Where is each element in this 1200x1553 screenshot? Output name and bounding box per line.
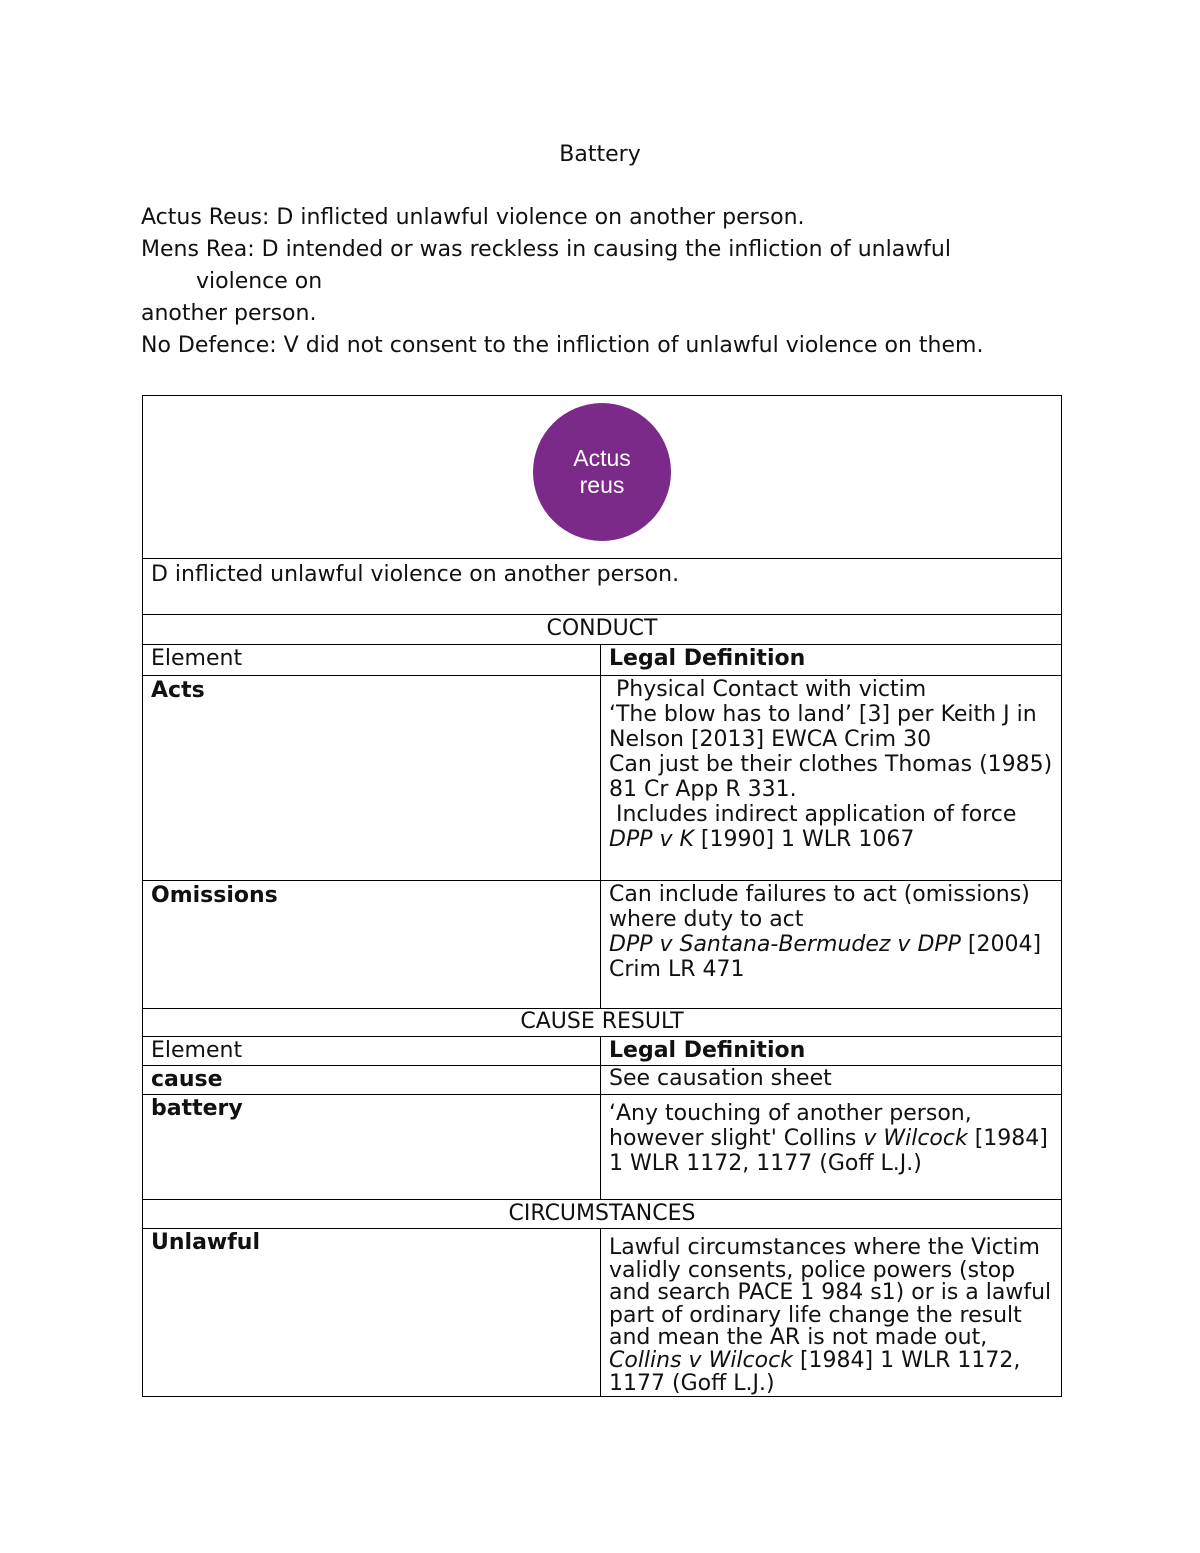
unlawful-definition — [601, 1229, 1062, 1397]
battery-def-line: ‘Any touching of another person, — [609, 1101, 972, 1126]
acts-def-line: 81 Cr App R 331. — [609, 777, 797, 802]
battery-label: battery — [143, 1095, 601, 1200]
unlawful-def-line: Lawful circumstances where the Victim — [609, 1235, 1040, 1260]
citation: [2004] — [960, 932, 1042, 957]
mens-rea-line-3: another person. — [141, 301, 317, 326]
omissions-definition — [601, 881, 1062, 1009]
mens-rea-line-1: Mens Rea: D intended or was reckless in causing the infliction of unlawful — [141, 237, 951, 262]
conduct-col-definition: Legal Definition — [601, 645, 1062, 676]
citation: however slight' Collins — [609, 1126, 864, 1151]
unlawful-def-line: 1177 (Goff L.J.) — [609, 1370, 775, 1396]
actus-reus-badge — [533, 403, 671, 541]
citation: [1984] 1 WLR 1172, — [792, 1347, 1021, 1373]
conduct-heading: CONDUCT — [143, 615, 1062, 645]
cause-col-definition: Legal Definition — [601, 1037, 1062, 1066]
cause-label: cause — [143, 1066, 601, 1095]
case-name: DPP v Santana-Bermudez v DPP — [609, 932, 961, 957]
acts-def-line: Nelson [2013] EWCA Crim 30 — [609, 727, 932, 752]
summary-cell — [143, 559, 1062, 615]
mens-rea-line-2: violence on — [196, 269, 323, 294]
citation: [1984] — [967, 1126, 1048, 1151]
summary-text: D inflicted unlawful violence on another person. — [151, 562, 680, 587]
no-defence-line: No Defence: V did not consent to the infliction of unlawful violence on them. — [141, 333, 984, 358]
omissions-def-line: Can include failures to act (omissions) — [609, 882, 1030, 907]
omissions-def-line — [609, 932, 1053, 957]
battery-def-line: 1 WLR 1172, 1177 (Goff L.J.) — [609, 1151, 922, 1176]
circumstances-heading: CIRCUMSTANCES — [143, 1200, 1062, 1229]
cause-definition: See causation sheet — [601, 1066, 1062, 1095]
acts-label: Acts — [143, 676, 601, 881]
acts-def-line — [609, 827, 1053, 852]
omissions-label: Omissions — [143, 881, 601, 1009]
citation: [1990] 1 WLR 1067 — [700, 827, 915, 852]
cause-col-element: Element — [143, 1037, 601, 1066]
badge-cell — [143, 396, 1062, 559]
badge-line-1: Actus — [573, 445, 631, 471]
battery-definition — [601, 1095, 1062, 1200]
cause-result-heading: CAUSE RESULT — [143, 1009, 1062, 1037]
unlawful-def-line: and search PACE 1 984 s1) or is a lawful — [609, 1280, 1052, 1306]
unlawful-def-line — [609, 1347, 1053, 1373]
badge-line-2: reus — [579, 472, 625, 498]
acts-def-line: ‘The blow has to land’ [3] per Keith J in — [609, 702, 1037, 727]
case-name: DPP v K — [609, 827, 701, 852]
acts-def-line: Physical Contact with victim — [609, 677, 927, 702]
page-title: Battery — [559, 142, 641, 167]
unlawful-def-line: and mean the AR is not made out, — [609, 1325, 988, 1351]
acts-def-line: Includes indirect application of force — [609, 802, 1017, 827]
unlawful-def-line: part of ordinary life change the result — [609, 1302, 1022, 1328]
omissions-def-line: Crim LR 471 — [609, 957, 745, 982]
case-name: Collins v Wilcock — [609, 1347, 793, 1373]
actus-reus-line: Actus Reus: D inflicted unlawful violence on another person. — [141, 205, 805, 230]
omissions-def-line: where duty to act — [609, 907, 804, 932]
acts-def-line: Can just be their clothes Thomas (1985) — [609, 752, 1053, 777]
case-name: v Wilcock — [863, 1126, 968, 1151]
battery-def-line — [609, 1126, 1053, 1151]
unlawful-def-line: validly consents, police powers (stop — [609, 1257, 1016, 1283]
unlawful-label: Unlawful — [143, 1229, 601, 1397]
conduct-col-element: Element — [143, 645, 601, 676]
actus-reus-table — [142, 395, 1062, 1397]
acts-definition — [601, 676, 1062, 881]
